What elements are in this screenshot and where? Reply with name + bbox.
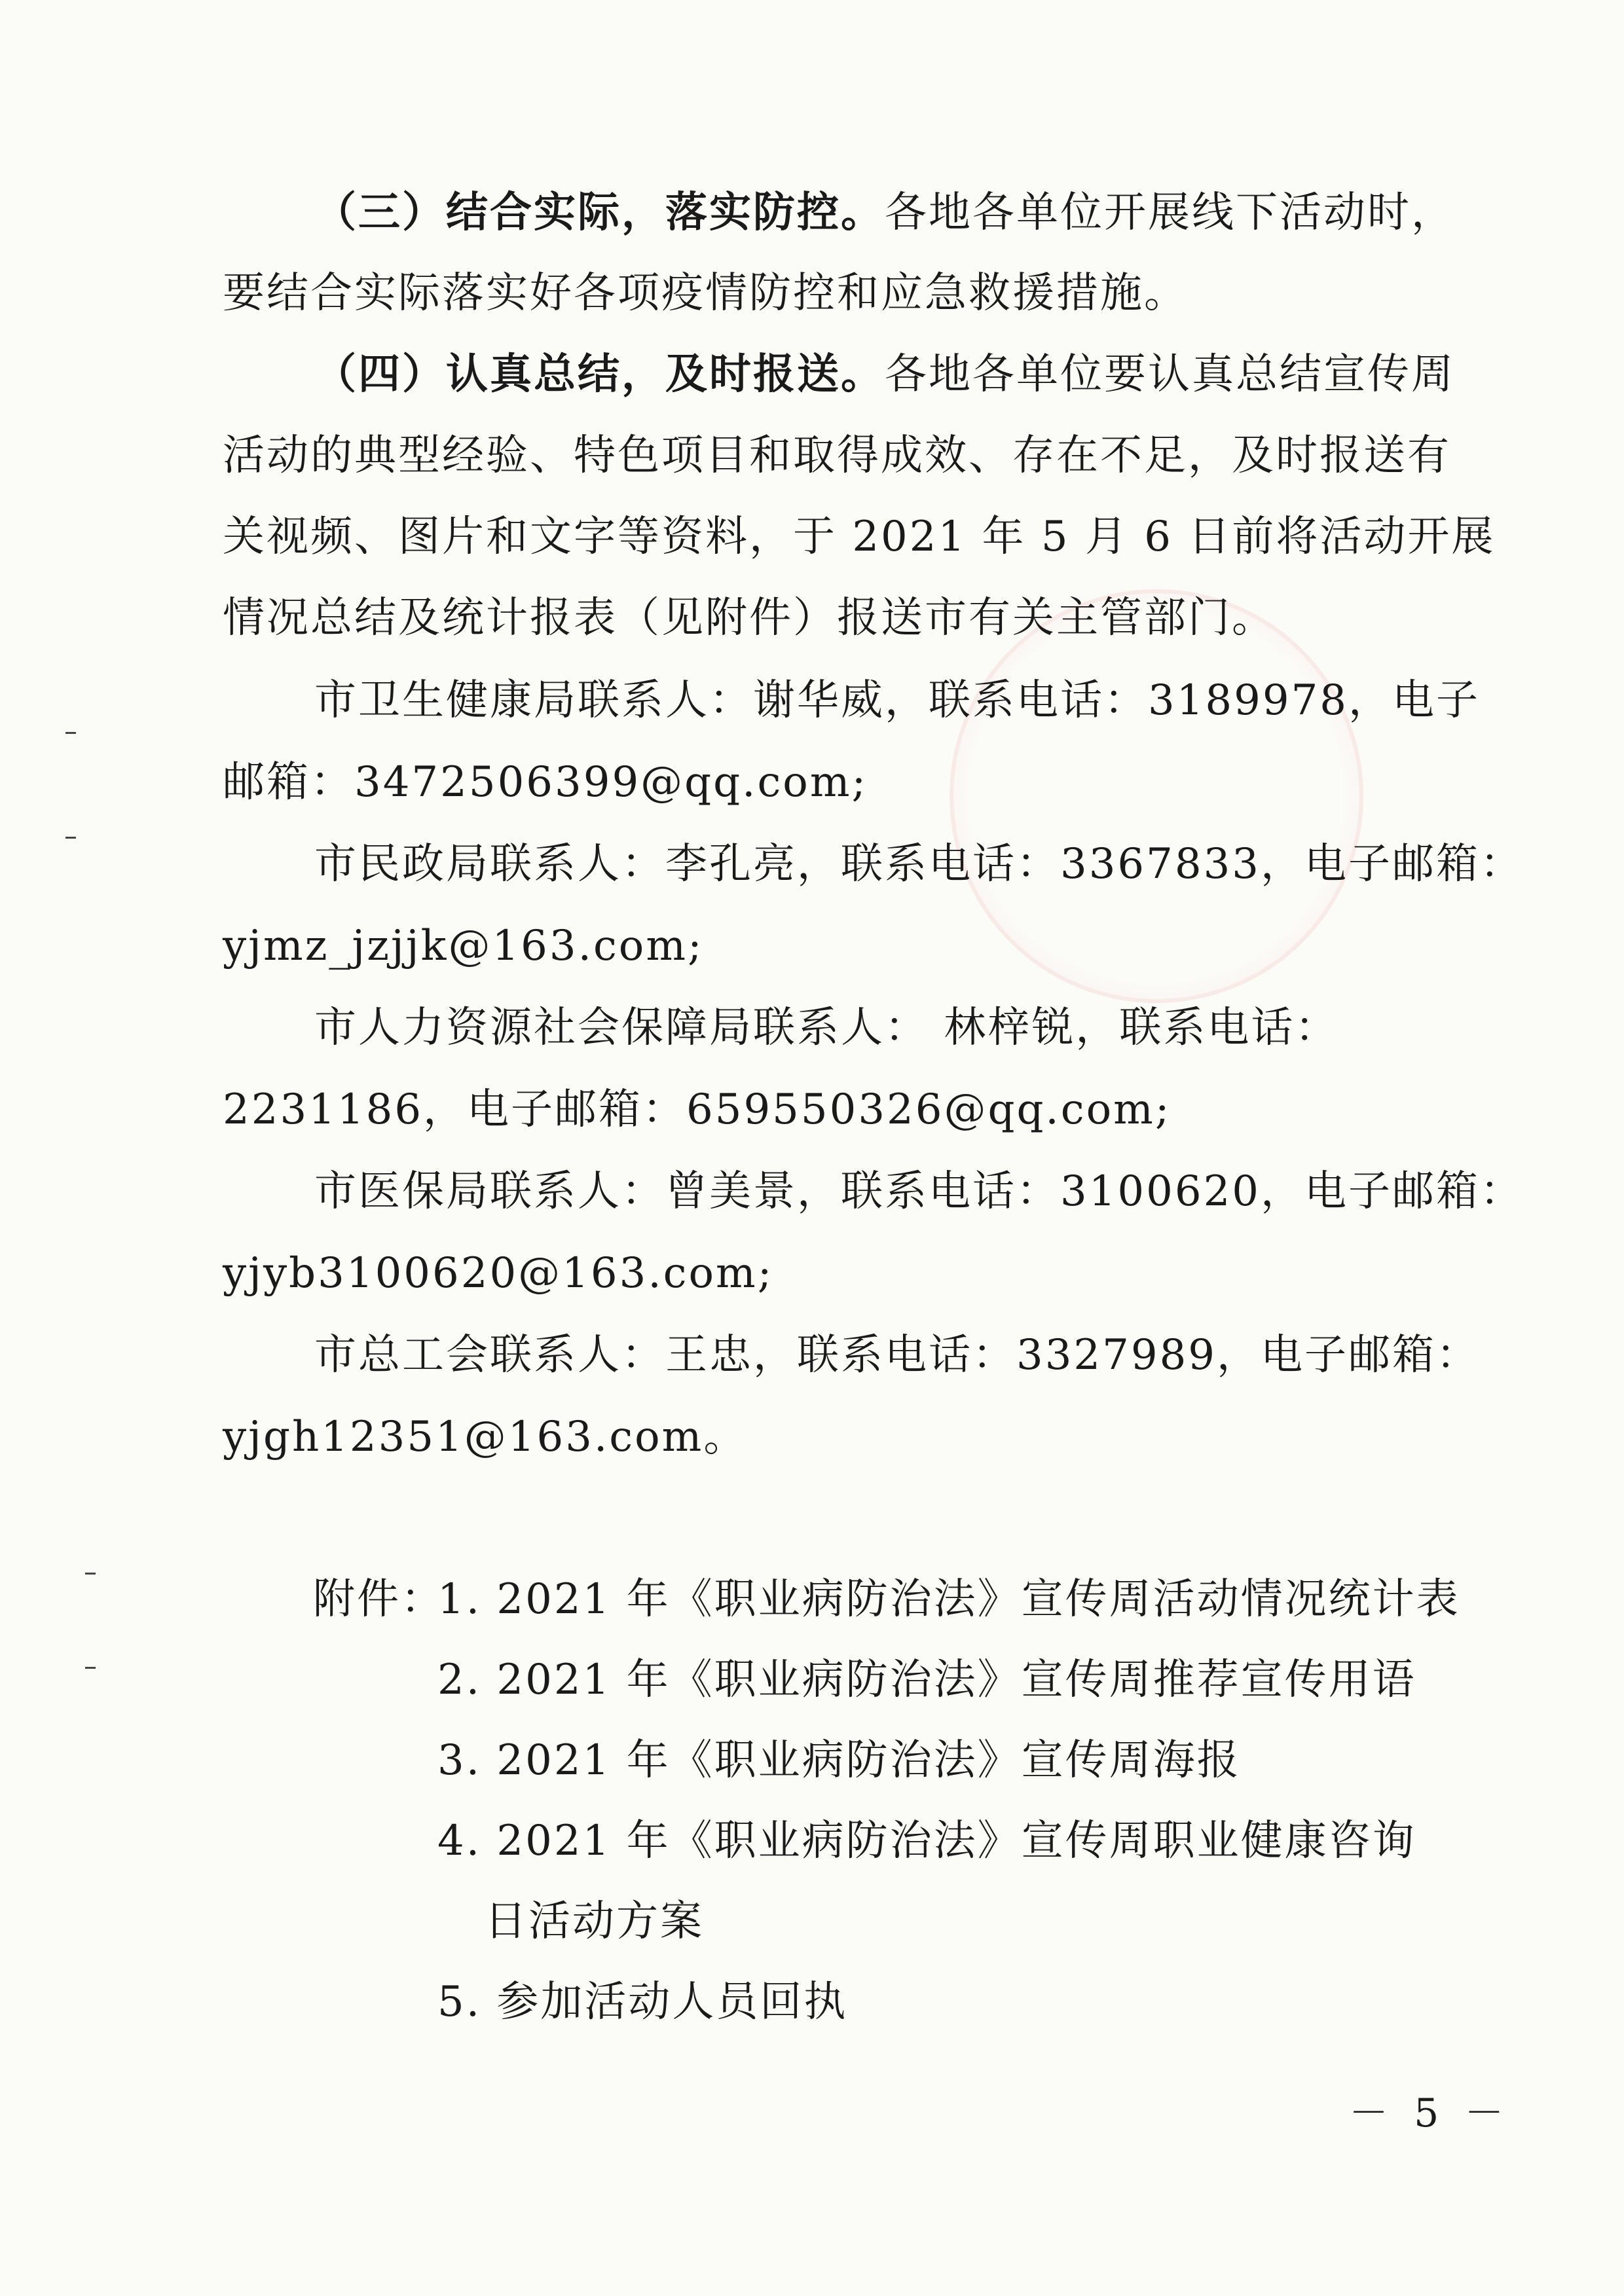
attachments-label: 附件： <box>313 1575 445 1624</box>
attachment-item-4: 4. 2021 年《职业病防治法》宣传周职业健康咨询 <box>437 1817 1416 1865</box>
contact-medical-email: yjyb3100620@163.com; <box>223 1249 774 1298</box>
section4-line1 <box>314 348 1455 401</box>
attachment-item-2: 2. 2021 年《职业病防治法》宣传周推荐宣传用语 <box>437 1656 1416 1704</box>
contact-medical-line1: 市医保局联系人：曾美景，联系电话：3100620，电子邮箱： <box>314 1167 1524 1216</box>
section4-line2: 活动的典型经验、特色项目和取得成效、存在不足，及时报送有 <box>223 431 1451 480</box>
scan-speck <box>85 1573 96 1575</box>
contact-union-email: yjgh12351@163.com。 <box>223 1413 748 1461</box>
scan-speck <box>65 837 76 839</box>
page-number: － 5 － <box>1349 2090 1511 2136</box>
scan-speck <box>65 732 76 734</box>
attachment-item-4-continuation: 日活动方案 <box>485 1897 704 1946</box>
section4-line3: 关视频、图片和文字等资料，于 2021 年 5 月 6 日前将活动开展 <box>223 513 1496 561</box>
section3-heading: （三）结合实际，落实防控。 <box>314 188 885 237</box>
contact-hr-line2: 2231186，电子邮箱：659550326@qq.com; <box>223 1085 1172 1134</box>
attachment-item-3: 3. 2021 年《职业病防治法》宣传周海报 <box>437 1736 1241 1785</box>
contact-hr-line1: 市人力资源社会保障局联系人： 林梓锐，联系电话： <box>314 1004 1339 1052</box>
contact-union-line1: 市总工会联系人：王忠，联系电话：3327989，电子邮箱： <box>314 1331 1481 1379</box>
contact-civil-email: yjmz_jzjjk@163.com; <box>223 922 704 970</box>
section3-text: 各地各单位开展线下活动时， <box>885 189 1455 237</box>
contact-health-line1: 市卫生健康局联系人：谢华威，联系电话：3189978，电子 <box>314 676 1481 725</box>
contact-civil-line1: 市民政局联系人：李孔亮，联系电话：3367833，电子邮箱： <box>314 840 1524 888</box>
section4-text: 各地各单位要认真总结宣传周 <box>885 350 1455 399</box>
faint-seal-mark <box>950 589 1363 1003</box>
scan-speck <box>85 1667 96 1669</box>
contact-health-email: 邮箱：3472506399@qq.com; <box>223 758 868 807</box>
section4-line4: 情况总结及统计报表（见附件）报送市有关主管部门。 <box>223 594 1276 642</box>
attachment-item-5: 5. 参加活动人员回执 <box>437 1978 848 2026</box>
section3-line2: 要结合实际落实好各项疫情防控和应急救援措施。 <box>223 269 1188 318</box>
section3-line1 <box>314 187 1455 239</box>
attachment-item-1: 1. 2021 年《职业病防治法》宣传周活动情况统计表 <box>437 1575 1460 1624</box>
section4-heading: （四）认真总结，及时报送。 <box>314 350 885 399</box>
